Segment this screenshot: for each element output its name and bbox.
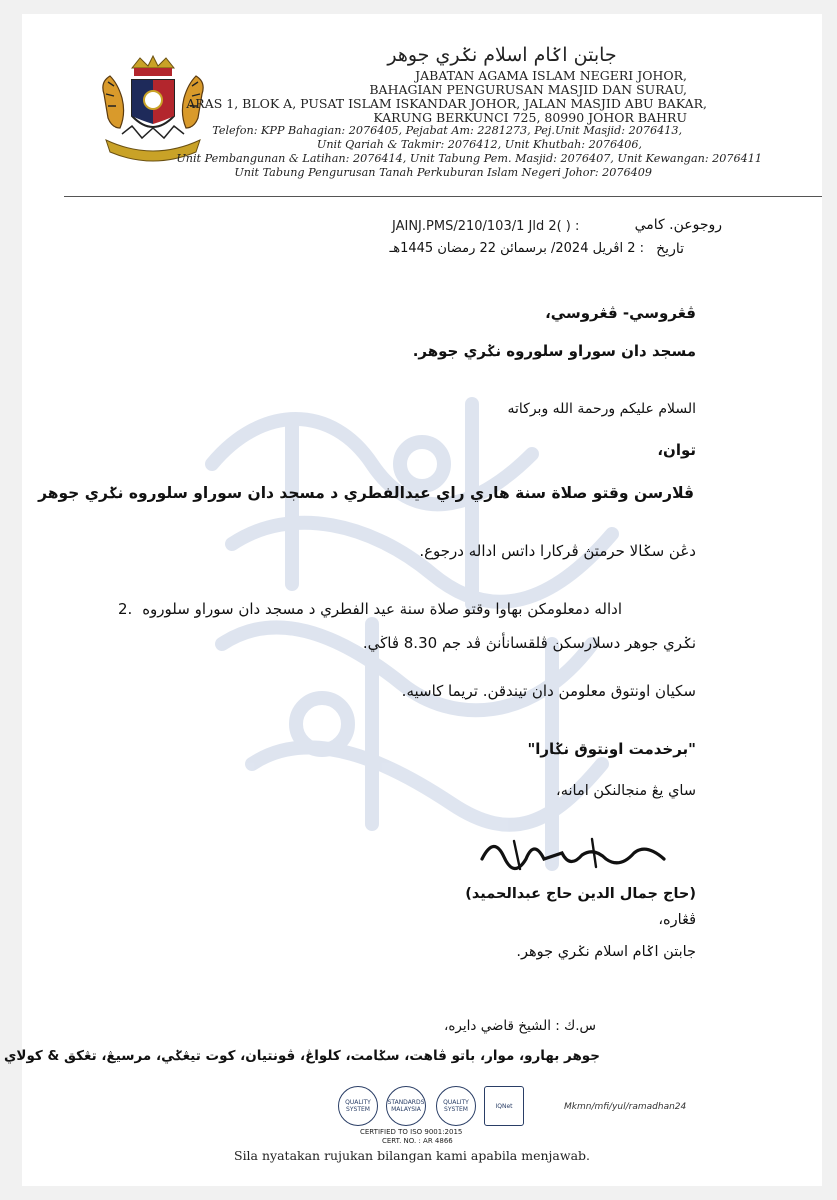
certification-badges	[338, 1086, 528, 1128]
addressee-line: مسجد دان سوراو سلوروه نݢري جوهر.	[412, 342, 696, 360]
iqnet-badge: IQNet	[484, 1086, 524, 1126]
letter-page	[4, 14, 822, 1186]
signature-image	[474, 829, 674, 877]
quality-badge: QUALITY SYSTEM	[338, 1086, 378, 1126]
salam-greeting: السلام عليكم ورحمة الله وبركاته	[507, 401, 696, 417]
iso-certification: CERTIFIED TO ISO 9001:2015	[360, 1128, 463, 1136]
signatory-name: (حاج جمال الدين حاج عبدالحميد)	[465, 886, 696, 902]
our-ref-label: روجوعن. كامي	[634, 217, 722, 233]
contact-line: Unit Qariah & Takmir: 2076412, Unit Khutbah: 2076406,	[316, 138, 642, 151]
paragraph-1: دڠن سݢالا حرمتڽ ڤركارا داتس اداله درجوع.	[419, 542, 696, 560]
paragraph-2-line: اداله دمعلومكن بهاوا وقتو صلاة سنة عيد الفطري د مسجد دان سوراو سلوروه	[142, 600, 622, 618]
letterhead-line: ARAS 1, BLOK A, PUSAT ISLAM ISKANDAR JOHOR, JALAN MASJID ABU BAKAR,	[186, 96, 707, 111]
letterhead-line: JABATAN AGAMA ISLAM NEGERI JOHOR,	[415, 68, 687, 83]
signatory-department: جابتن اݢام اسلام نݢري جوهر.	[516, 944, 696, 960]
date-value: : 2 اڤريل 2024/ برسمائن 22 رمضان 1445هـ	[389, 241, 644, 256]
file-reference: Mkmn/mfi/yul/ramadhan24	[564, 1102, 687, 1112]
header-divider	[64, 196, 822, 197]
footer-note: Sila nyatakan rujukan bilangan kami apabila menjawab.	[234, 1148, 590, 1163]
department-jawi-title: جابتن اݢام اسلام نݢري جوهر	[387, 44, 617, 66]
subject-line: ڤلارسن وقتو صلاة سنة هاري راي عيدالفطري د مسجد دان سوراو سلوروه نݢري جوهر	[38, 484, 694, 502]
our-ref-value: JAINJ.PMS/210/103/1 Jld 2( ) :	[392, 219, 580, 234]
date-label: تاريخ	[656, 241, 684, 257]
calligraphy-watermark	[172, 344, 652, 904]
paragraph-2-line: نݢري جوهر دسلارسكن ڤلقسانأنڽ ڤد جم 8.30 ڤاڬي.	[362, 634, 696, 652]
standards-badge: STANDARDS MALAYSIA	[386, 1086, 426, 1126]
cc-districts: جوهر بهارو، موار، باتو ڤاهت، سݢامت، كلواڠ، ڤونتيان، كوت تيڠݢي، مرسيڠ، تڠكق & كولاي	[4, 1048, 600, 1064]
closing-line: سكيان اونتوق معلومن دان تيندقن. تريما كاسيه.	[401, 682, 696, 700]
contact-line: Unit Tabung Pengurusan Tanah Perkuburan Islam Negeri Johor: 2076409	[234, 166, 652, 179]
signatory-title: ڤڠاره،	[658, 912, 696, 928]
contact-line: Telefon: KPP Bahagian: 2076405, Pejabat Am: 2281273, Pej.Unit Masjid: 2076413,	[212, 124, 682, 137]
cert-number: CERT. NO. : AR 4866	[382, 1137, 453, 1145]
motto: "برخدمت اونتوق نݢارا"	[527, 740, 696, 758]
letterhead-line: BAHAGIAN PENGURUSAN MASJID DAN SURAU,	[369, 82, 687, 97]
addressee-line: ڤڠروسي- ڤڠروسي،	[545, 304, 696, 322]
paragraph-2-number: 2.	[118, 600, 133, 618]
cc-label: س.ك : الشيخ قاضي دايره،	[444, 1018, 596, 1034]
contact-line: Unit Pembangunan & Latihan: 2076414, Unit Tabung Pem. Masjid: 2076407, Unit Kewangan: 2076411	[176, 152, 762, 165]
salutation: توان،	[657, 441, 696, 459]
yours-faithfully: ساي يڠ منجالنكن امانه،	[556, 783, 696, 799]
quality-badge: QUALITY SYSTEM	[436, 1086, 476, 1126]
letterhead-line: KARUNG BERKUNCI 725, 80990 JOHOR BAHRU	[373, 110, 687, 125]
